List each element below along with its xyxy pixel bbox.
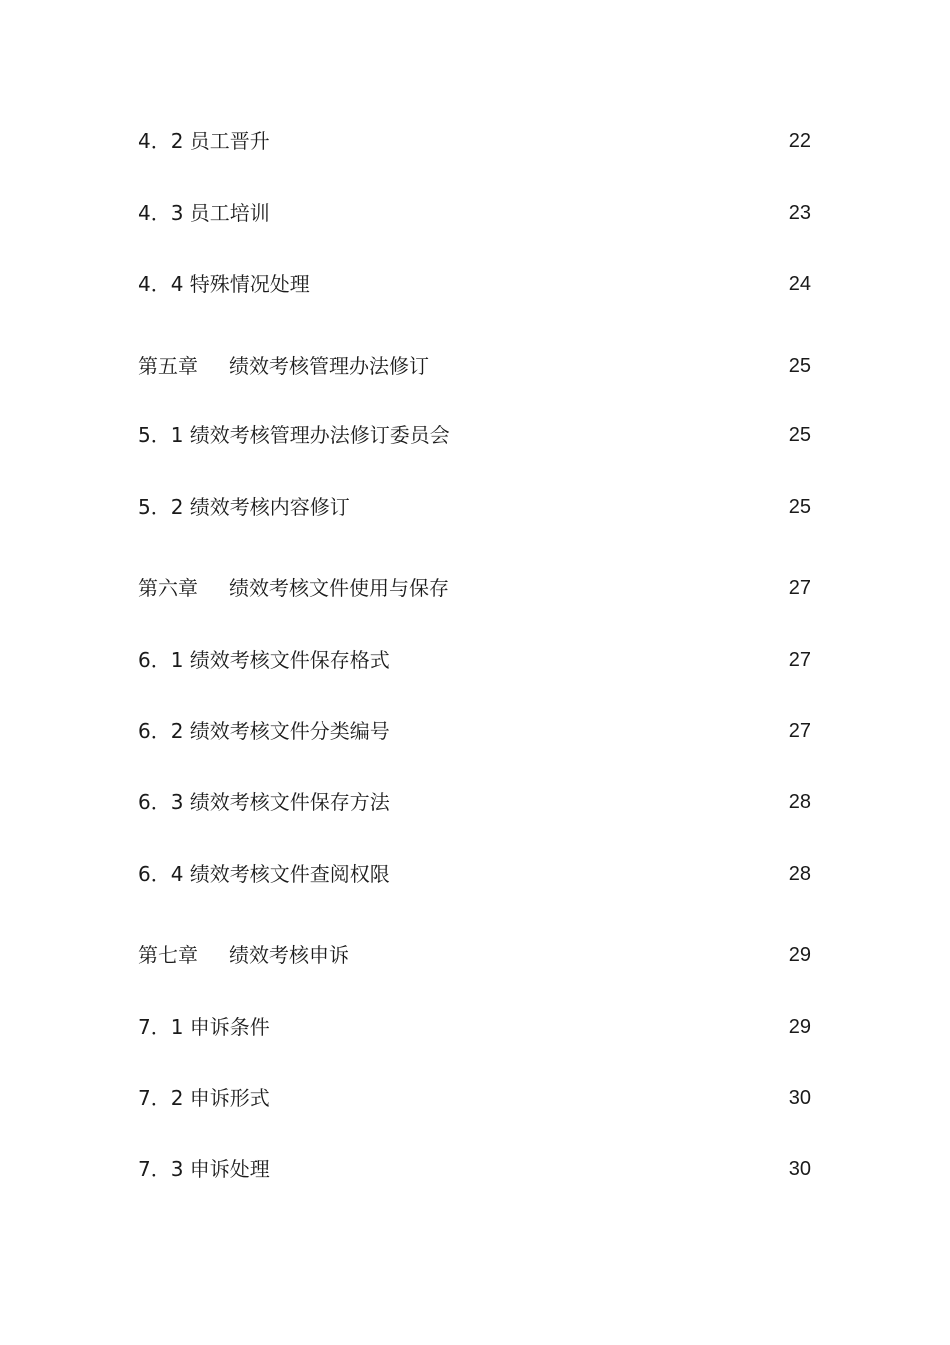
- toc-entry-page: 27: [788, 720, 811, 742]
- toc-entry-6-4[interactable]: [138, 859, 811, 889]
- toc-entry-label: 7．2 申诉形式: [138, 1086, 270, 1110]
- toc-chapter-label: [138, 940, 349, 970]
- toc-chapter-label: [138, 351, 429, 381]
- toc-entry-page: 25: [788, 496, 811, 518]
- toc-entry-page: 24: [788, 273, 811, 295]
- chapter-title: 绩效考核申诉: [229, 943, 349, 967]
- toc-entry-page: 30: [788, 1087, 811, 1109]
- toc-entry-page: 28: [788, 791, 811, 813]
- toc-entry-5-1[interactable]: [138, 420, 811, 450]
- chapter-title: 绩效考核文件使用与保存: [229, 576, 449, 600]
- toc-entry-page: 29: [788, 944, 811, 966]
- toc-entry-label: 6．1 绩效考核文件保存格式: [138, 648, 390, 672]
- toc-entry-label: 6．2 绩效考核文件分类编号: [138, 719, 390, 743]
- toc-entry-4-2[interactable]: [138, 126, 811, 156]
- toc-entry-label: 5．1 绩效考核管理办法修订委员会: [138, 423, 450, 447]
- toc-entry-label: 7．3 申诉处理: [138, 1157, 270, 1181]
- toc-entry-label: 6．3 绩效考核文件保存方法: [138, 790, 390, 814]
- toc-entry-label: 5．2 绩效考核内容修订: [138, 495, 350, 519]
- toc-entry-page: 27: [788, 649, 811, 671]
- toc-entry-label: 6．4 绩效考核文件查阅权限: [138, 862, 390, 886]
- toc-entry-7-1[interactable]: [138, 1012, 811, 1042]
- toc-chapter-7[interactable]: [138, 940, 811, 970]
- chapter-number: 第五章: [138, 354, 198, 378]
- toc-entry-5-2[interactable]: [138, 492, 811, 522]
- toc-entry-page: 23: [788, 202, 811, 224]
- chapter-number: 第六章: [138, 576, 198, 600]
- chapter-number: 第七章: [138, 943, 198, 967]
- toc-chapter-label: [138, 573, 449, 603]
- toc-entry-label: 7．1 申诉条件: [138, 1015, 270, 1039]
- toc-chapter-6[interactable]: [138, 573, 811, 603]
- toc-chapter-5[interactable]: [138, 351, 811, 381]
- toc-entry-label: 4．4 特殊情况处理: [138, 272, 310, 296]
- toc-entry-page: 30: [788, 1158, 811, 1180]
- toc-entry-page: 28: [788, 863, 811, 885]
- toc-entry-4-3[interactable]: [138, 198, 811, 228]
- toc-entry-page: 25: [788, 355, 811, 377]
- toc-entry-page: 25: [788, 424, 811, 446]
- toc-entry-6-1[interactable]: [138, 645, 811, 675]
- toc-entry-page: 29: [788, 1016, 811, 1038]
- toc-entry-6-3[interactable]: [138, 787, 811, 817]
- toc-entry-page: 27: [788, 577, 811, 599]
- toc-entry-page: 22: [788, 130, 811, 152]
- toc-entry-6-2[interactable]: [138, 716, 811, 746]
- toc-entry-7-2[interactable]: [138, 1083, 811, 1113]
- chapter-title: 绩效考核管理办法修订: [229, 354, 429, 378]
- toc-entry-7-3[interactable]: [138, 1154, 811, 1184]
- toc-entry-4-4[interactable]: [138, 269, 811, 299]
- toc-entry-label: 4．2 员工晋升: [138, 129, 270, 153]
- toc-entry-label: 4．3 员工培训: [138, 201, 270, 225]
